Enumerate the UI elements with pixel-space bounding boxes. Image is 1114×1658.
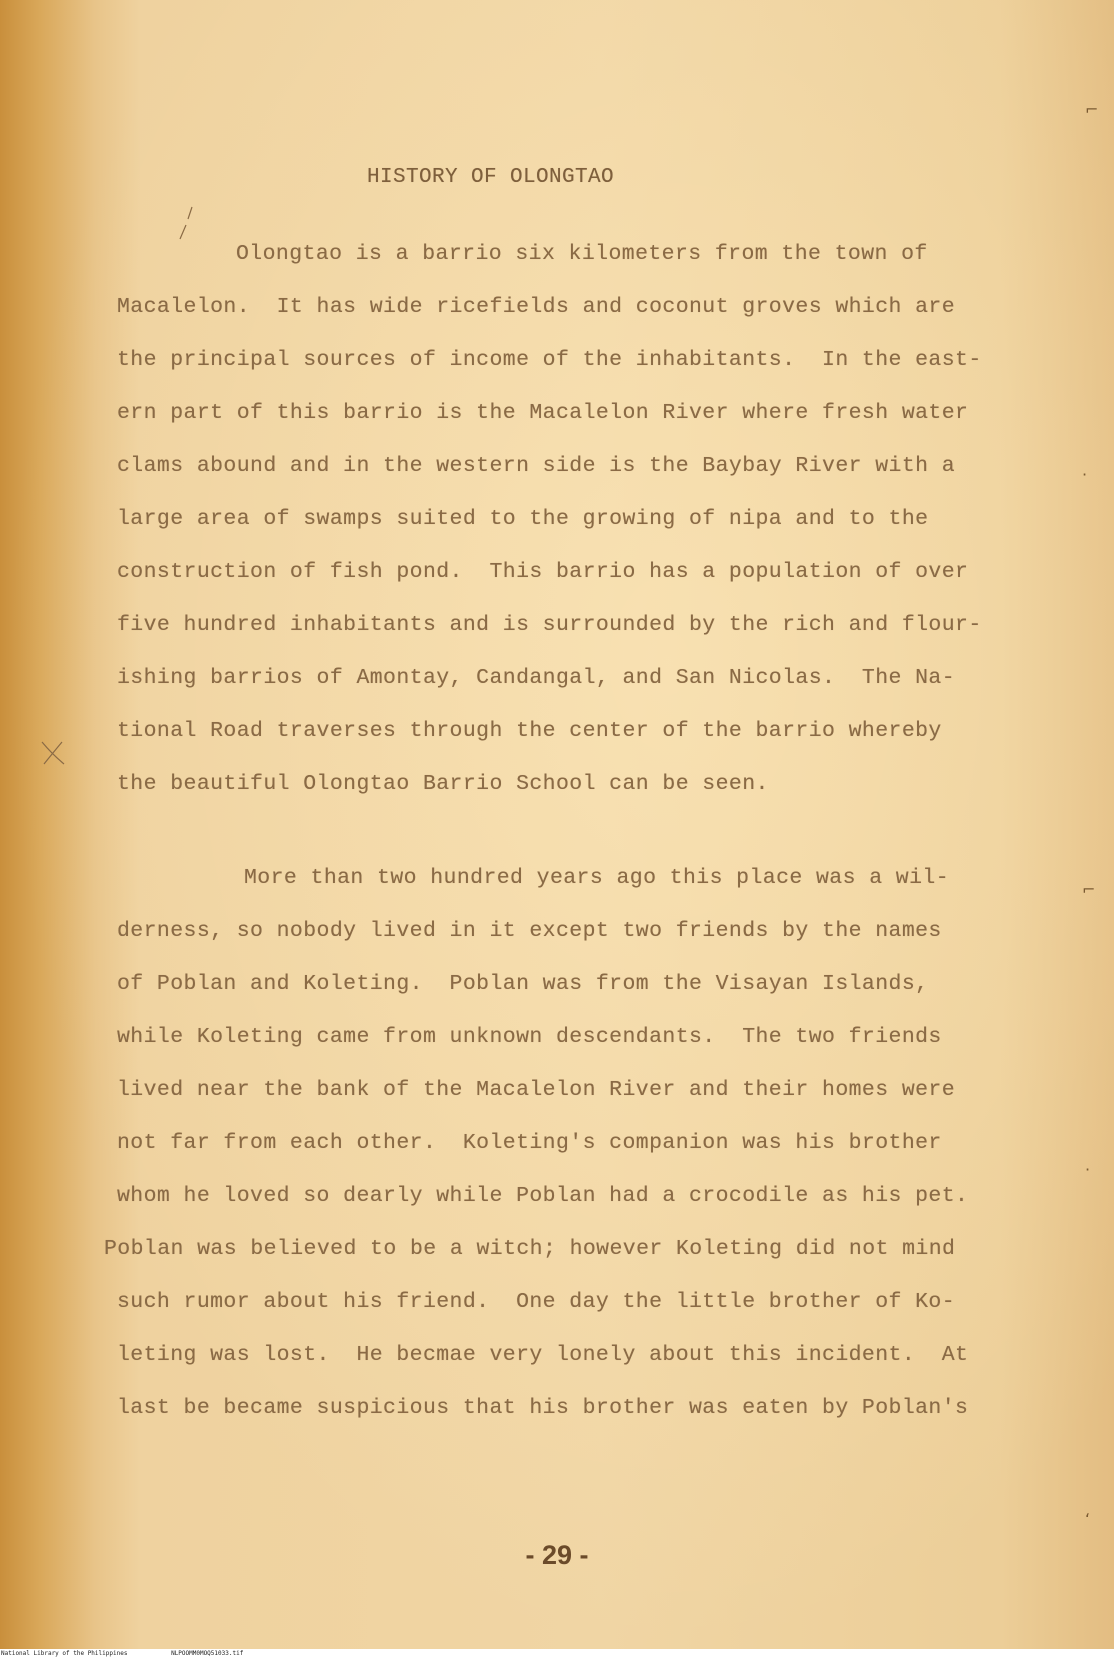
- text-line: ishing barrios of Amontay, Candangal, and San Nicolas. The Na-: [117, 666, 956, 690]
- pencil-slash-mark: [176, 205, 196, 245]
- pencil-x-mark: [38, 738, 68, 768]
- edge-speck: ⌐: [1082, 880, 1096, 899]
- text-line: derness, so nobody lived in it except two friends by the names: [117, 919, 942, 943]
- scan-footer: [0, 1649, 1114, 1658]
- text-line: Macalelon. It has wide ricefields and coconut groves which are: [117, 295, 956, 319]
- document-title: HISTORY OF OLONGTAO: [367, 166, 615, 189]
- text-line: clams abound and in the western side is the Baybay River with a: [117, 454, 956, 478]
- text-line: the beautiful Olongtao Barrio School can be seen.: [117, 772, 769, 796]
- text-line: five hundred inhabitants and is surrounded by the rich and flour-: [117, 613, 982, 637]
- text-line: leting was lost. He becmae very lonely about this incident. At: [117, 1343, 969, 1367]
- text-line: not far from each other. Koleting's companion was his brother: [117, 1131, 942, 1155]
- footer-library: National Library of the Philippines: [1, 1650, 128, 1657]
- text-line: Olongtao is a barrio six kilometers from the town of: [236, 242, 928, 266]
- bleed-through-text: [180, 150, 1060, 1050]
- text-line: tional Road traverses through the center of the barrio whereby: [117, 719, 942, 743]
- text-line: ern part of this barrio is the Macalelon River where fresh water: [117, 401, 969, 425]
- text-line: last be became suspicious that his brother was eaten by Poblan's: [117, 1396, 969, 1420]
- text-line: construction of fish pond. This barrio has a population of over: [117, 560, 969, 584]
- page-number: - 29 -: [525, 1540, 589, 1570]
- text-line: such rumor about his friend. One day the little brother of Ko-: [117, 1290, 956, 1314]
- edge-speck: ʻ: [1085, 1510, 1091, 1529]
- footer-file-id: NLPOOMM0MOQ51033.tif: [171, 1650, 244, 1657]
- edge-speck: ·: [1085, 1160, 1091, 1179]
- edge-speck: ⌐: [1085, 100, 1099, 119]
- text-line: lived near the bank of the Macalelon River and their homes were: [117, 1078, 956, 1102]
- text-line: More than two hundred years ago this place was a wil-: [244, 866, 950, 890]
- text-line: the principal sources of income of the inhabitants. In the east-: [117, 348, 982, 372]
- text-line: whom he loved so dearly while Poblan had a crocodile as his pet.: [117, 1184, 969, 1208]
- text-line: while Koleting came from unknown descendants. The two friends: [117, 1025, 942, 1049]
- text-line: large area of swamps suited to the growing of nipa and to the: [117, 507, 929, 531]
- edge-speck: ·: [1082, 465, 1088, 484]
- text-line: Poblan was believed to be a witch; however Koleting did not mind: [104, 1237, 956, 1261]
- text-line: of Poblan and Koleting. Poblan was from the Visayan Islands,: [117, 972, 929, 996]
